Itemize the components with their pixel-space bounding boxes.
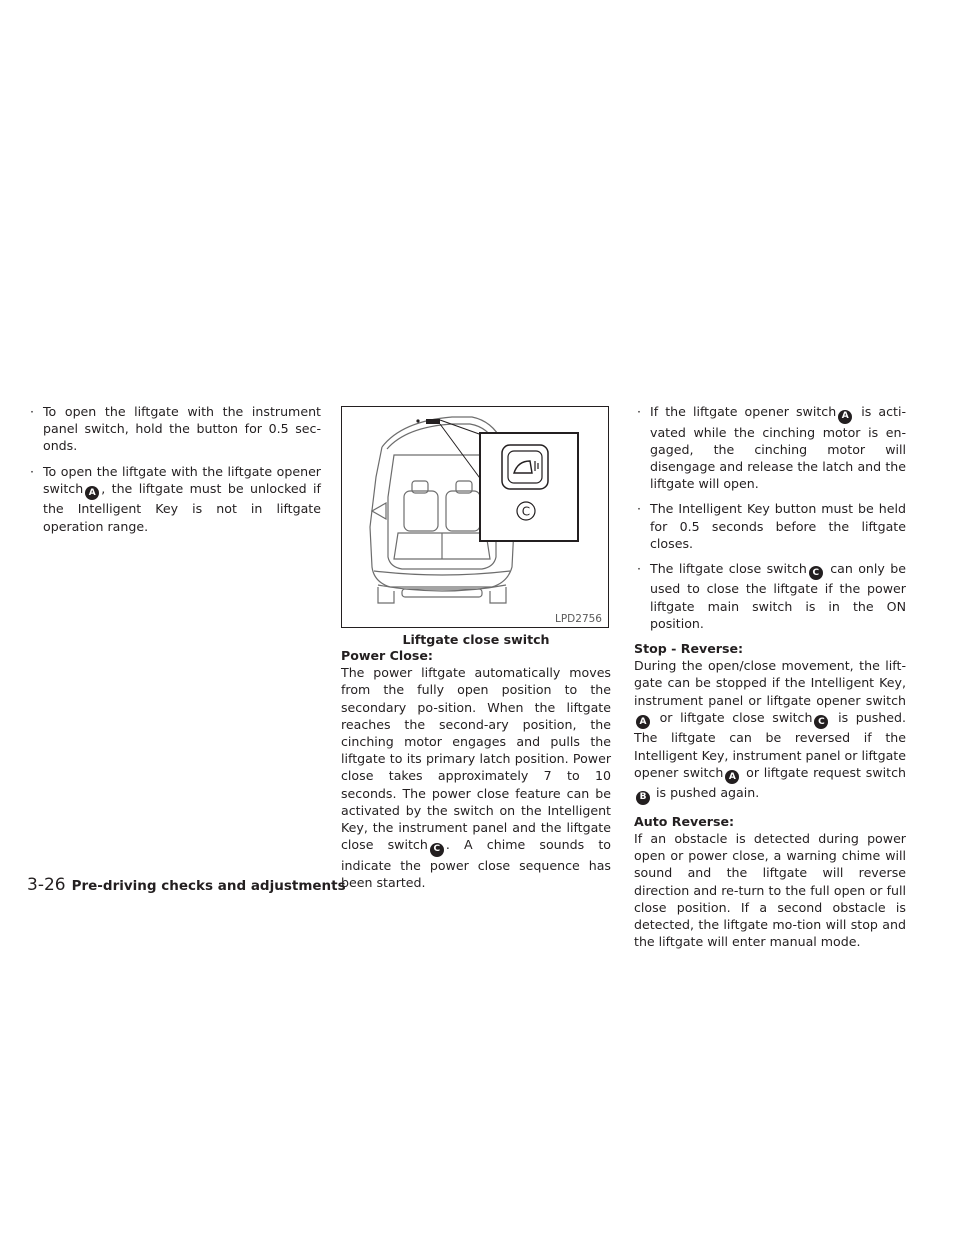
bullet-text: , the liftgate must be unlocked if the Intelligent Key is not in liftgate operation range.	[43, 480, 321, 534]
bullet-dot: ·	[30, 404, 35, 419]
vehicle-rear-illustration	[342, 407, 608, 627]
paragraph-text: or liftgate request switch	[741, 764, 906, 780]
paragraph-text: is pushed again.	[652, 785, 760, 801]
paragraph-text: . A chime sounds to indicate the power close sequence has been started.	[341, 837, 611, 890]
bullet-dot: ·	[637, 501, 642, 517]
bullet-dot: ·	[637, 560, 642, 576]
paragraph	[341, 664, 611, 891]
section-heading: Auto Reverse:	[634, 813, 735, 829]
paragraph-text: is pushed. The liftgate can be reversed if the Intelligent Key, instrument panel or liftgate opener switch	[634, 709, 906, 780]
page-footer	[27, 875, 346, 895]
bullet-text: To open the liftgate with the liftgate opener switch	[43, 463, 321, 496]
paragraph-text: The power liftgate automatically moves from the fully open position to the secondary po-sition. When the liftgate reaches the second-ary position, the cinching motor engages and pulls the liftgate to its primary latch position. Power close takes approximately 7 to 10 seconds. The power close feature can be activated by the switch on the Intelligent Key, the instrument panel and the liftgate close switch	[341, 665, 611, 853]
bullet-dot: ·	[637, 404, 642, 419]
circled-marker-a-icon: A	[636, 715, 650, 729]
right-column	[634, 403, 906, 950]
circled-marker-c-icon: C	[430, 843, 444, 857]
paragraph	[634, 657, 906, 805]
list-item	[27, 463, 321, 535]
list-item	[27, 403, 321, 455]
paragraph-text: or liftgate close switch	[652, 709, 813, 725]
circled-marker-b-icon: B	[636, 791, 650, 805]
circled-marker-a-icon: A	[838, 410, 852, 424]
circled-marker-a-icon: A	[85, 486, 99, 500]
liftgate-figure	[341, 406, 609, 628]
bullet-text: If the liftgate opener switch	[650, 404, 837, 419]
left-column	[27, 403, 321, 543]
bullet-text: can only be used to close the liftgate if the power liftgate main switch is in the ON position.	[650, 560, 907, 631]
section-heading: Stop - Reverse:	[634, 641, 744, 657]
list-item	[634, 560, 906, 632]
figure-caption: Liftgate close switch	[402, 632, 550, 647]
bullet-text: The Intelligent Key button must be held for 0.5 seconds before the liftgate closes.	[650, 501, 906, 551]
circled-marker-c-icon: C	[814, 715, 828, 729]
bullet-text: To open the liftgate with the instrument panel switch, hold the button for 0.5 sec-onds.	[43, 404, 321, 454]
circled-marker-c-icon: C	[809, 566, 823, 580]
figure-code: LPD2756	[555, 613, 602, 625]
paragraph: If an obstacle is detected during power open or power close, a warning chime will sound and the liftgate will reverse direction and re-turn to the full open or full close position. If a second obstacle is detected, the liftgate mo-tion will stop and the liftgate will enter manual mode.	[634, 830, 906, 950]
section-title: Pre-driving checks and adjustments	[71, 878, 346, 894]
paragraph-text: During the open/close movement, the lift-gate can be stopped if the Intelligent Key, instrument panel or liftgate opener switch	[634, 658, 906, 708]
section-heading: Power Close:	[341, 648, 433, 663]
bullet-text: The liftgate close switch	[650, 560, 807, 576]
list-item	[634, 403, 906, 492]
list-item	[634, 500, 906, 552]
circled-marker-a-icon: A	[725, 770, 739, 784]
bullet-text: is acti-vated while the cinching motor is en-gaged, the cinching motor will disengage and release the latch and the liftgate will open.	[650, 404, 906, 492]
page-number: 3-26	[27, 875, 66, 895]
bullet-dot: ·	[30, 463, 35, 479]
callout-label: C	[521, 504, 531, 519]
